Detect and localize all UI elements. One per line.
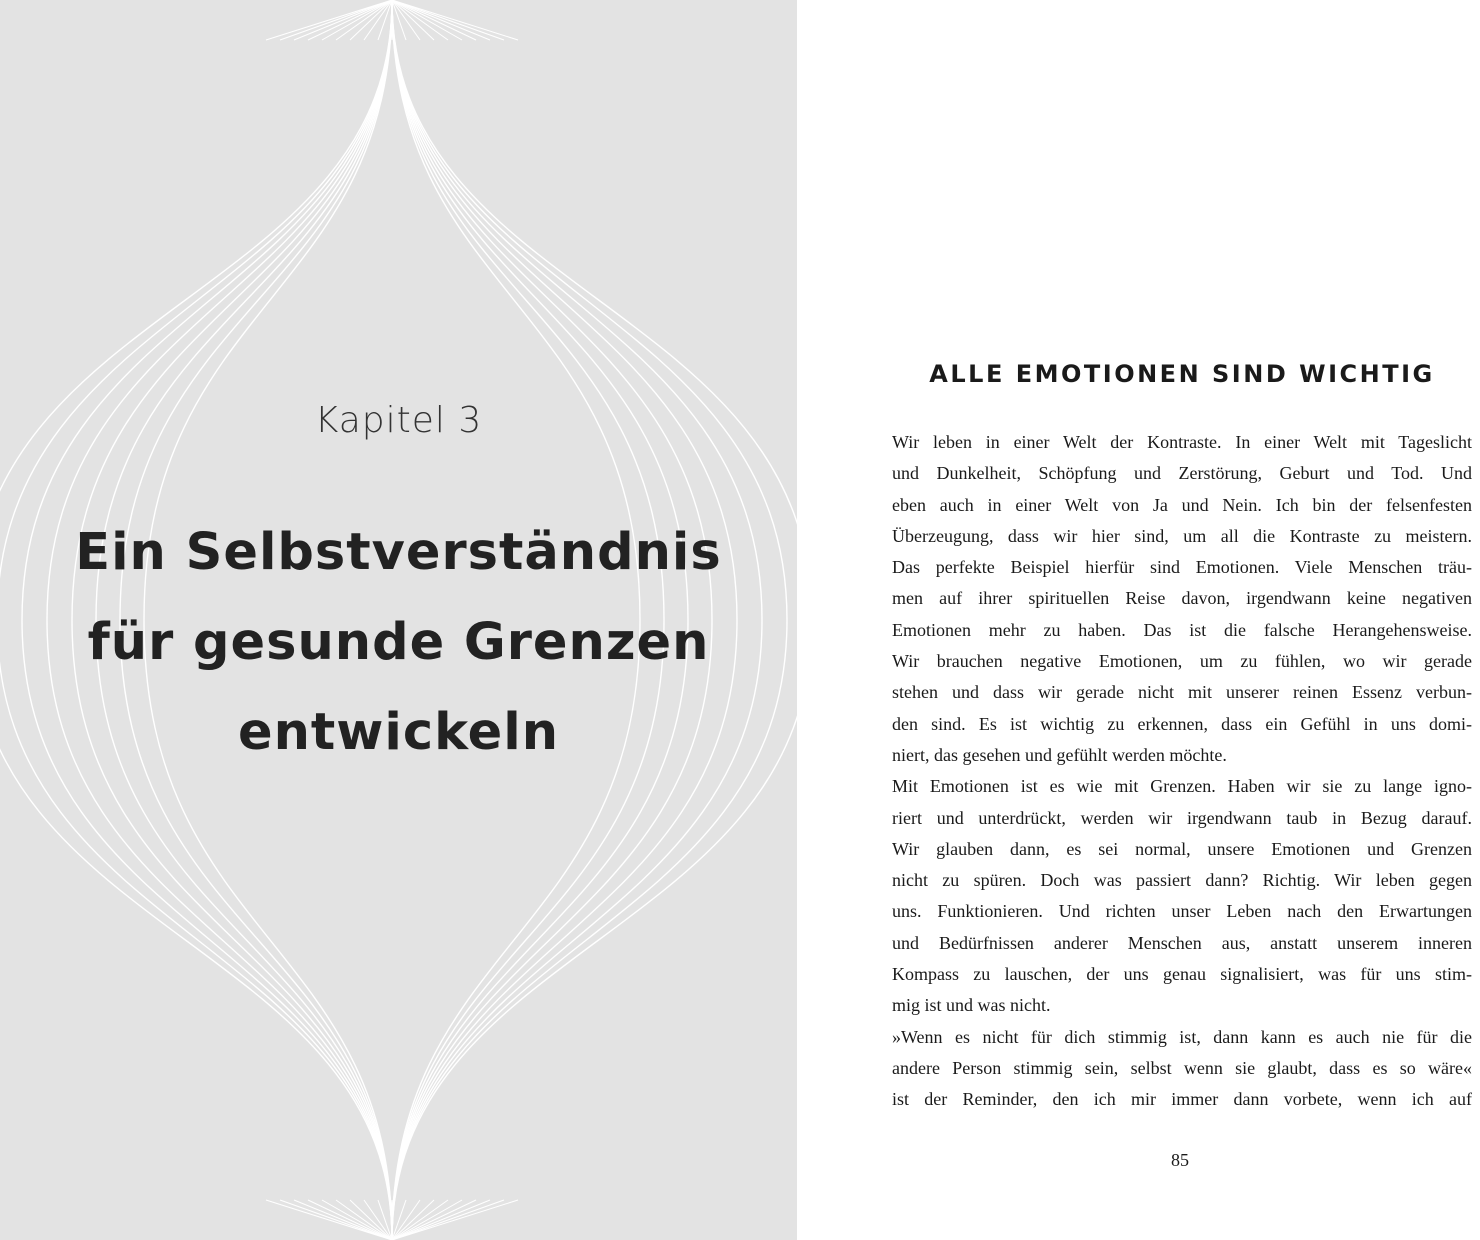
body-text-line: den sind. Es ist wichtig zu erkennen, dass ein Gefühl in uns domi- [892, 713, 1472, 734]
ornament-ray [392, 0, 518, 40]
ornament-ray [294, 0, 392, 40]
ornament-ray [266, 0, 392, 40]
body-text-line: Wir brauchen negative Emotionen, um zu fühlen, wo wir gerade [892, 651, 1472, 672]
ornament-ray [266, 1200, 392, 1240]
chapter-title-line: entwickeln [237, 703, 560, 762]
body-text-line: Das perfekte Beispiel hierfür sind Emotionen. Viele Menschen träu- [892, 557, 1472, 578]
ornament-ray [280, 1200, 392, 1240]
body-text-line: Überzeugung, dass wir hier sind, um all die Kontraste zu meistern. [892, 525, 1472, 546]
ornament-ray [392, 0, 490, 40]
body-text-line: Wir leben in einer Welt der Kontraste. In einer Welt mit Tageslicht [892, 432, 1472, 452]
body-text [892, 427, 1472, 1116]
ornament-ray [294, 1200, 392, 1240]
ornament-ray [392, 1200, 476, 1240]
body-text-line: »Wenn es nicht für dich stimmig ist, dann kann es auch nie für die [892, 1026, 1472, 1047]
body-text-line: andere Person stimmig sein, selbst wenn sie glaubt, dass es so wäre« [892, 1057, 1472, 1078]
body-text-line: Wir glauben dann, es sei normal, unsere Emotionen und Grenzen [892, 838, 1472, 859]
chapter-title-line: für gesunde Grenzen [87, 613, 710, 672]
body-text-line: eben auch in einer Welt von Ja und Nein. Ich bin der felsenfesten [892, 494, 1472, 515]
ornament-ray [336, 1200, 392, 1240]
chapter-title [0, 508, 797, 778]
ornament-ray [392, 0, 504, 40]
body-text-line: Emotionen mehr zu haben. Das ist die falsche Herangehensweise. [892, 619, 1472, 640]
chapter-title-line: Ein Selbstverständnis [75, 523, 722, 582]
body-text-line: und Bedürfnissen anderer Menschen aus, anstatt unserem inneren [892, 932, 1472, 953]
ornament-ray [392, 1200, 490, 1240]
ornament-ray [308, 1200, 392, 1240]
ornament-ray [392, 0, 476, 40]
ornament-ray [392, 1200, 448, 1240]
page-number: 85 [1171, 1150, 1189, 1170]
body-text-line: men auf ihrer spirituellen Reise davon, irgendwann keine negativen [892, 588, 1472, 609]
body-text-line: ist der Reminder, den ich mir immer dann vorbete, wenn ich auf [892, 1089, 1472, 1110]
body-text-line: Mit Emotionen ist es wie mit Grenzen. Haben wir sie zu lange igno- [892, 776, 1472, 797]
ornament-ray [280, 0, 392, 40]
body-text-line: uns. Funktionieren. Und richten unser Leben nach den Erwartungen [892, 901, 1472, 922]
body-text-line: riert und unterdrückt, werden wir irgendwann taub in Bezug darauf. [892, 807, 1472, 828]
ornament-ray [392, 0, 448, 40]
section-heading: ALLE EMOTIONEN SIND WICHTIG [929, 360, 1435, 388]
ornament-ray [308, 0, 392, 40]
body-text-line: stehen und dass wir gerade nicht mit unserer reinen Essenz verbun- [892, 682, 1472, 703]
body-text-line: mig ist und was nicht. [892, 995, 1051, 1016]
ornament-ray [392, 1200, 504, 1240]
chapter-label: Kapitel 3 [314, 400, 483, 441]
body-text-line: nicht zu spüren. Doch was passiert dann? Richtig. Wir leben gegen [892, 870, 1472, 891]
body-text-line: und Dunkelheit, Schöpfung und Zerstörung, Geburt und Tod. Und [892, 463, 1472, 484]
body-text-line: niert, das gesehen und gefühlt werden möchte. [892, 744, 1227, 765]
ornament-ray [392, 1200, 518, 1240]
body-text-line: Kompass zu lauschen, der uns genau signalisiert, was für uns stim- [892, 964, 1472, 985]
ornament-ray [336, 0, 392, 40]
